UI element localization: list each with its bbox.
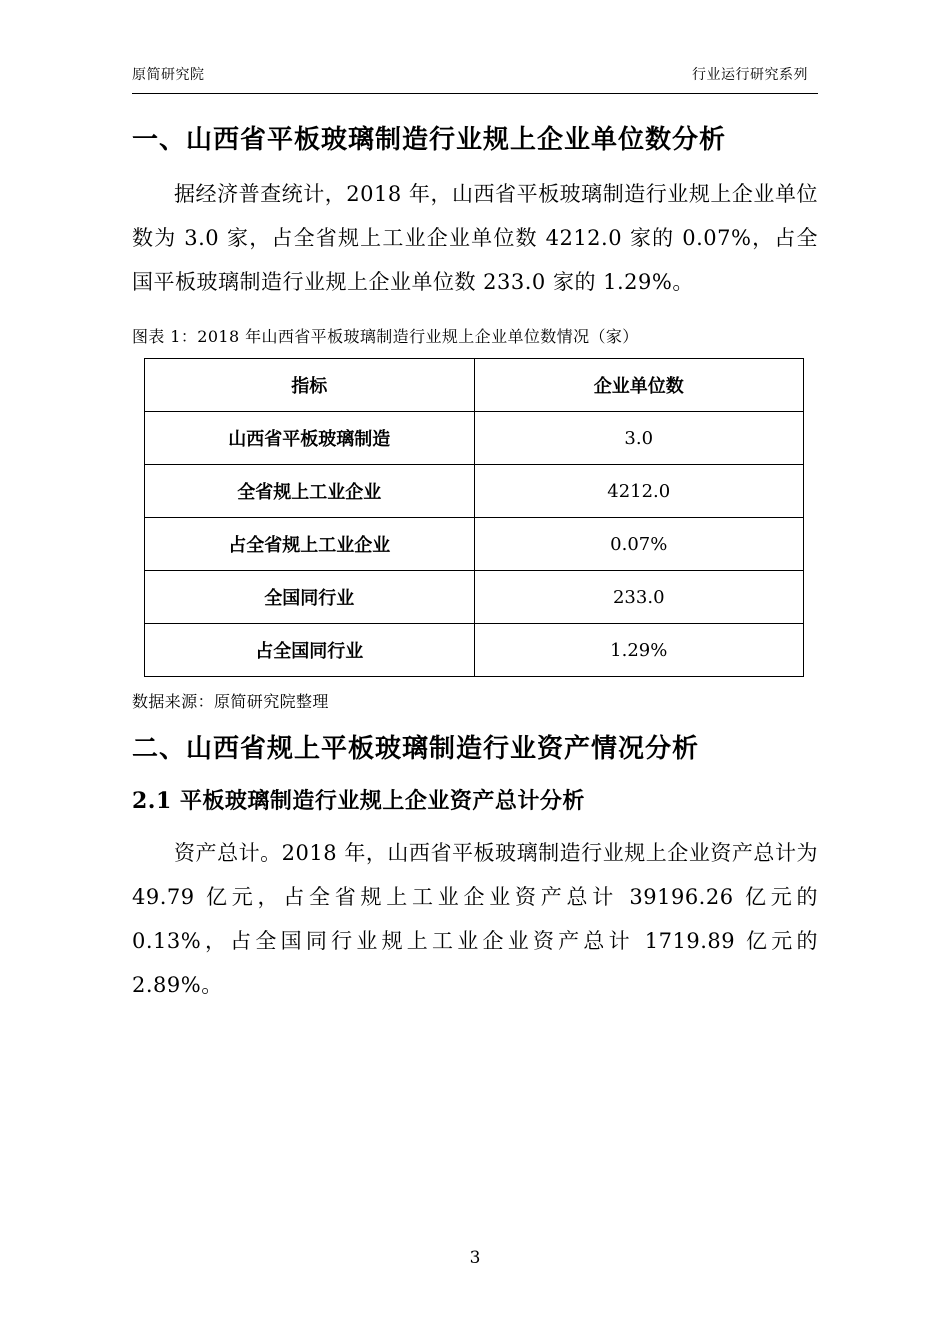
table-cell-value: 4212.0 — [474, 465, 804, 518]
table-row — [145, 412, 804, 465]
section-1-heading: 一、山西省平板玻璃制造行业规上企业单位数分析 — [132, 125, 727, 155]
document-body — [132, 118, 818, 1007]
table-cell-label: 占全省规上工业企业 — [145, 518, 475, 571]
table-row — [145, 624, 804, 677]
table-caption: 图表 1：2018 年山西省平板玻璃制造行业规上企业单位数情况（家） — [132, 327, 639, 346]
table-row — [145, 571, 804, 624]
section-1-paragraph: 据经济普查统计，2018 年，山西省平板玻璃制造行业规上企业单位数为 3.0 家，占全省规上工业企业单位数 4212.0 家的 0.07%，占全国平板玻璃制造行业规上企业单位数 233.0 家的 1.29%。 — [132, 182, 818, 294]
table-source-note: 数据来源：原简研究院整理 — [132, 692, 329, 711]
table-cell-value: 233.0 — [474, 571, 804, 624]
table-cell-value: 3.0 — [474, 412, 804, 465]
table-cell-value: 1.29% — [474, 624, 804, 677]
table-cell-label: 全省规上工业企业 — [145, 465, 475, 518]
table-row — [145, 518, 804, 571]
table-header-cell-count: 企业单位数 — [474, 359, 804, 412]
section-2-1-subheading: 2.1 平板玻璃制造行业规上企业资产总计分析 — [132, 788, 585, 814]
table-cell-value: 0.07% — [474, 518, 804, 571]
header-divider — [132, 93, 818, 94]
section-2-paragraph: 资产总计。2018 年，山西省平板玻璃制造行业规上企业资产总计为 49.79 亿元，占全省规上工业企业资产总计 39196.26 亿元的 0.13%，占全国同行业规上工业企业资产总计 1719.89 亿元的 2.89%。 — [132, 841, 818, 997]
table-header-row — [145, 359, 804, 412]
table-cell-label: 占全国同行业 — [145, 624, 475, 677]
table-header-cell-indicator: 指标 — [145, 359, 475, 412]
table-row — [145, 465, 804, 518]
page-number: 3 — [469, 1248, 481, 1268]
header-left-text: 原简研究院 — [132, 67, 205, 83]
section-2-heading: 二、山西省规上平板玻璃制造行业资产情况分析 — [132, 734, 700, 764]
table-cell-label: 全国同行业 — [145, 571, 475, 624]
table-cell-label: 山西省平板玻璃制造 — [145, 412, 475, 465]
enterprise-count-table — [144, 358, 804, 677]
page-header — [132, 64, 818, 94]
header-right-text: 行业运行研究系列 — [692, 67, 808, 83]
